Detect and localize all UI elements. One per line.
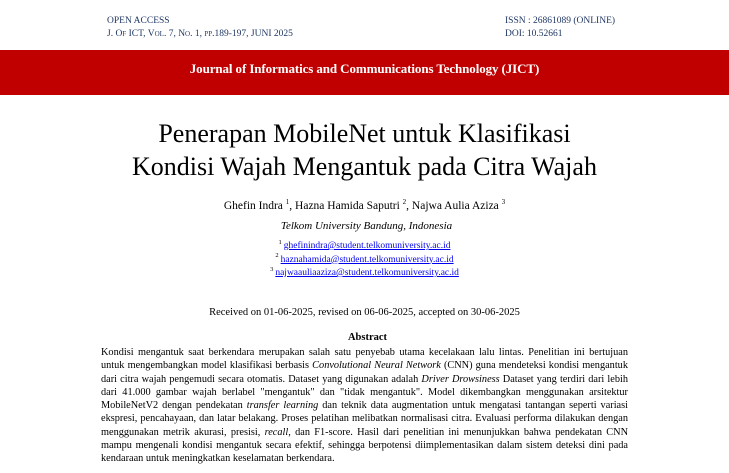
email-link[interactable]: najwaauliaaziza@student.telkomuniversity.ac.id [275, 268, 459, 278]
author-name: Ghefin Indra [223, 200, 283, 212]
paper-title [0, 117, 729, 183]
affiliation: Telkom University Bandung, Indonesia [280, 220, 453, 232]
abstract-heading: Abstract [347, 332, 388, 343]
author-list [0, 199, 729, 214]
abstract-term: Driver Drowsiness [421, 373, 500, 385]
email-row [0, 267, 729, 281]
author-affiliation-marker: 3 [501, 198, 506, 207]
author-affiliation-marker: 2 [402, 198, 407, 207]
author-name: Najwa Aulia Aziza [411, 200, 499, 212]
journal-banner [0, 50, 729, 95]
email-row [0, 240, 729, 254]
author-name: Hazna Hamida Saputri [295, 200, 400, 212]
abstract-segment: dan teknik data augmentation untuk mengatasi tantangan seperti variasi ekspresi, pencahayaan, dan latar belakang. Proses pelatihan melibatkan normalisasi citra. Evaluasi performa dilakukan dengan menggunakan metrik akurasi, presisi, [101, 400, 628, 438]
citation-line: J. Of ICT, Vol. 7, No. 1, pp.189-197, JUNI 2025 [107, 29, 293, 39]
abstract-term: Convolutional Neural Network [312, 360, 441, 372]
journal-meta-left [107, 15, 293, 41]
abstract-segment: Kondisi mengantuk saat berkendara merupakan salah satu penyebab utama kecelakaan lalu lintas. Penelitian ini bertujuan untuk mengembangkan model klasifikasi berbasis [101, 347, 628, 372]
email-list [0, 240, 729, 281]
author-affiliation-marker: 1 [285, 198, 290, 207]
paper-title-line-1: Penerapan MobileNet untuk Klasifikasi [158, 119, 571, 148]
issn-label: ISSN : 26861089 (ONLINE) [505, 16, 616, 26]
abstract-term: recall [264, 426, 289, 438]
abstract-segment: Dataset yang terdiri dari lebih dari 41.000 gambar wajah berlabel "mengantuk" dan "tidak mengantuk". Model dikembangkan menggunakan arsitektur MobileNetV2 dengan pendekatan [101, 373, 628, 412]
abstract-text [101, 346, 628, 466]
open-access-label: OPEN ACCESS [107, 16, 170, 26]
journal-meta-right [505, 15, 615, 41]
journal-name: Journal of Informatics and Communications Technology (JICT) [189, 61, 540, 76]
author-separator: , [406, 200, 412, 212]
abstract-segment: (CNN) guna mendeteksi kondisi mengantuk dari citra wajah pengemudi secara otomatis. Dataset yang digunakan adalah [101, 360, 628, 385]
doi-label: DOI: 10.52661 [505, 29, 563, 39]
email-row [0, 254, 729, 268]
abstract-term: transfer learning [246, 400, 319, 412]
author-separator: , [289, 200, 296, 212]
email-marker: 3 [270, 265, 274, 273]
email-link[interactable]: ghefinindra@student.telkomuniversity.ac.id [283, 241, 451, 251]
paper-title-line-2: Kondisi Wajah Mengantuk pada Citra Wajah [132, 152, 597, 181]
email-marker: 2 [275, 252, 279, 260]
email-marker: 1 [278, 238, 282, 246]
email-link[interactable]: haznahamida@student.telkomuniversity.ac.id [280, 254, 454, 265]
submission-dates: Received on 01-06-2025, revised on 06-06-2025, accepted on 30-06-2025 [209, 307, 520, 318]
abstract-segment: , dan F1-score. Hasil dari penelitian ini menunjukkan bahwa pendekatan CNN mampu mengenali kondisi mengantuk secara efektif, sehingga berpotensi diimplementasikan dalam sistem deteksi dini pada kendaraan untuk meningkatkan keselamatan berkendara. [101, 426, 629, 465]
